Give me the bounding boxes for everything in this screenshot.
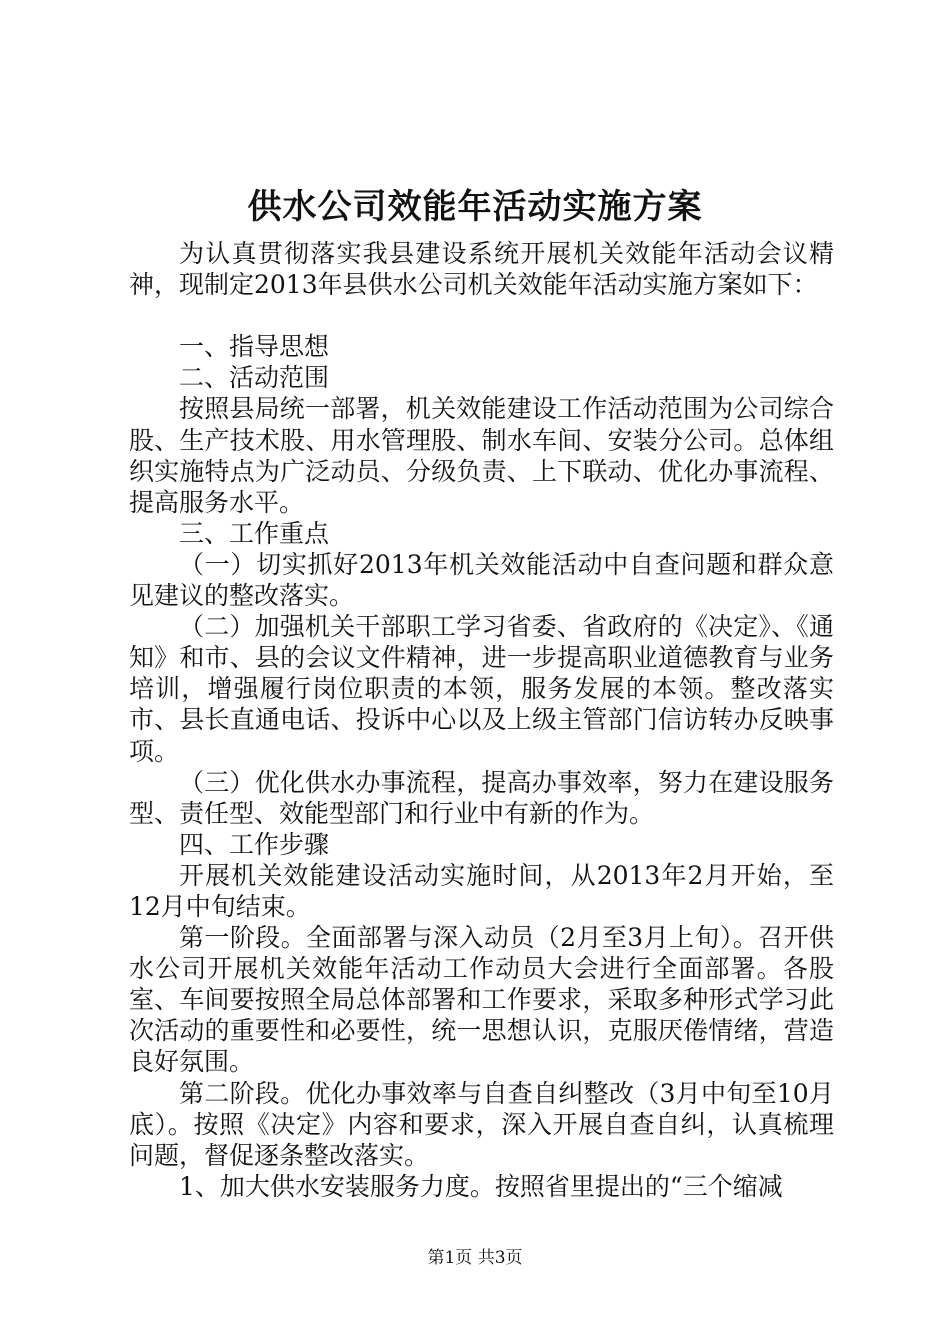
section-heading: 一、指导思想 xyxy=(179,332,330,362)
paragraph: 1、加大供水安装服务力度。按照省里提出的“三个缩减 xyxy=(179,1171,783,1201)
paragraph: 按照县局统一部署，机关效能建设工作活动范围为公司综合股、生产技术股、用水管理股、制水车间、安装分公司。总体组织实施特点为广泛动员、分级负责、上下联动、优化办事流程、提高服务水平。 xyxy=(129,394,834,517)
document-body xyxy=(129,238,834,1202)
section-heading: 三、工作重点 xyxy=(179,518,330,548)
section-heading: 二、活动范围 xyxy=(179,363,330,393)
section-heading: 四、工作步骤 xyxy=(179,829,330,859)
document-title: 供水公司效能年活动实施方案 xyxy=(247,187,703,227)
page-number-footer: 第1页 共3页 xyxy=(427,1248,523,1268)
paragraph: （一）切实抓好2013年机关效能活动中自查问题和群众意见建议的整改落实。 xyxy=(129,549,834,611)
paragraph: 第一阶段。全面部署与深入动员（2月至3月上旬）。召开供水公司开展机关效能年活动工作动员大会进行全面部署。各股室、车间要按照全局总体部署和工作要求，采取多种形式学习此次活动的重要性和必要性，统一思想认识，克服厌倦情绪，营造良好氛围。 xyxy=(129,923,834,1077)
paragraph: （三）优化供水办事流程，提高办事效率，努力在建设服务型、责任型、效能型部门和行业中有新的作为。 xyxy=(129,767,834,828)
paragraph: （二）加强机关干部职工学习省委、省政府的《决定》、《通知》和市、县的会议文件精神，进一步提高职业道德教育与业务培训，增强履行岗位职责的本领，服务发展的本领。整改落实市、县长直通电话、投诉中心以及上级主管部门信访转办反映事项。 xyxy=(129,612,834,766)
paragraph: 开展机关效能建设活动实施时间，从2013年2月开始，至12月中旬结束。 xyxy=(129,860,834,921)
paragraph: 为认真贯彻落实我县建设系统开展机关效能年活动会议精神，现制定2013年县供水公司机关效能年活动实施方案如下： xyxy=(129,239,834,300)
blank-line xyxy=(129,300,834,331)
paragraph: 第二阶段。优化办事效率与自查自纠整改（3月中旬至10月底）。按照《决定》内容和要求，深入开展自查自纠，认真梳理问题，督促逐条整改落实。 xyxy=(129,1078,834,1170)
